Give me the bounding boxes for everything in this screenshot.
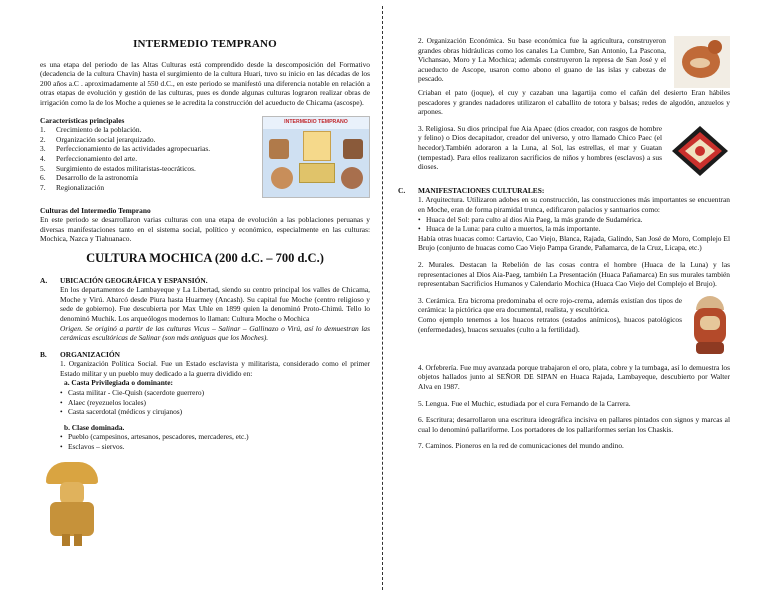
architecture-more: Había otras huacas como: Cartavio, Cao Viejo, Blanca, Rajada, Galindo, San José de Moro, Complejo El Brujo (conjunto de huacas como Cao Viejo Pampa Grande, Pañamarca, de la Cruz, Licapa, etc.) bbox=[418, 233, 730, 253]
section-a-title: UBICACIÓN GEOGRÁFICA Y ESPANSIÓN. bbox=[60, 275, 208, 285]
list-item: • Alaec (reyezuelos locales) bbox=[70, 398, 370, 408]
list-item: • Casta sacerdotal (médicos y cirujanos) bbox=[70, 407, 370, 417]
feature-item bbox=[40, 183, 254, 193]
feature-text: Perfeccionamiento de las actividades agropecuarias. bbox=[56, 144, 211, 154]
map-image-title: INTERMEDIO TEMPRANO bbox=[284, 118, 348, 125]
roads-text: 7. Caminos. Pioneros en la red de comunicaciones del mundo andino. bbox=[418, 441, 624, 451]
feature-text: Surgimiento de estados militaristas-teocráticos. bbox=[56, 163, 196, 173]
list-item: • Huaca de la Luna: para culto a muertos, la más importante. bbox=[428, 224, 730, 234]
org-political-text: 1. Organización Política Social. Fue un Estado esclavista y militarista, considerado como el primer Estado militar y un pueblo muy dedicado a la guerra dividido en: bbox=[60, 359, 370, 378]
section-c-header bbox=[398, 186, 730, 196]
architecture-text: 1. Arquitectura. Utilizaron adobes en su construcción, las construcciones más importantes se encuentran en Moche, eran de forma piramidal trunca, edificaron palacios y santuarios como: bbox=[418, 195, 730, 214]
feature-number: 7. bbox=[40, 182, 46, 192]
list-item: • Huaca del Sol: para culto al dios Aia Paeg, la más grande de Sudamérica. bbox=[428, 215, 730, 225]
feature-text: Crecimiento de la población. bbox=[56, 125, 142, 135]
section-a-origin: Origen. Se originó a partir de las culturas Vicus – Salinar – Gallinazo o Virú, así lo demuestran las cerámicas escultóricas de Salinar (son más antiguas que los Moches). bbox=[60, 323, 370, 343]
feature-number: 3. bbox=[40, 144, 46, 154]
organization-block bbox=[40, 359, 370, 451]
mochica-title: CULTURA MOCHICA (200 d.C. – 700 d.C.) bbox=[86, 250, 324, 265]
feature-number: 5. bbox=[40, 163, 46, 173]
section-a-text: En los departamentos de Lambayeque y La Libertad, siendo su centro principal los valles de Chicama, Moche y Virú. Abarcó desde Piura hasta Huarmey (Ancash). Su capital fue Moche (centro religioso y sede de gobierno). Fue descubierta por Max Uhle en 1899 quien la denominó Proto-Chimú. Tello lo denominó Muchik. Los arqueólogos modernos lo llaman: Cultura Moche o Mochica bbox=[60, 285, 370, 323]
murals-text: 2. Murales. Destacan la Rebelión de las cosas contra el hombre (Huaca de la Luna) y las representaciones al Dios Aia-Paeg, también La Presentación (Huaca Pañamarca) En sus murales también representaban Sacrificios Humanos y Calendario Mochica (Huaca Cao Viejo del Complejo el Brujo). bbox=[418, 259, 730, 289]
list-item: • Casta militar - Cie-Quish (sacerdote guerrero) bbox=[70, 388, 370, 398]
duck-ceramic-image bbox=[674, 36, 730, 88]
intro-paragraph: es una etapa del periodo de las Altas Culturas está comprendido desde la descomposición del Formativo (decadencia de la cultura Chavín) hasta el surgimiento de la cultura Huari, tuvo su inicio en las décadas de los 200 años a.C . aproximadamente al 550 d.C., en este periodo se manifestó una diferencia notable en relación a otras etapas de evolución y gestión de las culturas, pues es donde algunas culturas lograron realizar obras de irrigación como la de los Moche a quienes se le acredita la construcción del acueducto de Chicama (ascospe). bbox=[40, 59, 370, 107]
section-a-header bbox=[40, 276, 370, 286]
ceramics-text: 3. Cerámica. Era bicroma predominaba el ocre rojo-crema, además existían dos tipos de cerámica: la pictórica que era documental, realista, y escultórica. bbox=[418, 295, 682, 315]
huaco-retrato-image bbox=[690, 296, 730, 356]
feature-text: Organización social jerarquizado. bbox=[56, 134, 156, 144]
column-divider bbox=[382, 6, 383, 590]
list-item: • Pueblo (campesinos, artesanos, pescadores, mercaderes, etc.) bbox=[70, 432, 370, 442]
section-b-label: B. bbox=[40, 349, 47, 359]
ceramics-row bbox=[398, 296, 730, 356]
economy-row bbox=[398, 36, 730, 88]
organization-row bbox=[40, 359, 370, 451]
features-block bbox=[40, 116, 254, 198]
economy-text-2: Criaban el pato (joque), el cuy y cazaban una lagartija como el cañán del desierto Eran hábiles pescadores y grandes nadadores utilizaron el caballito de totora y balsas; redes de algodón, anzuelos y arpones. bbox=[418, 88, 730, 117]
feature-number: 4. bbox=[40, 153, 46, 163]
feature-item bbox=[40, 173, 254, 183]
goldsmith-text: 4. Orfebrería. Fue muy avanzada porque trabajaron el oro, plata, cobre y la tumbaga, así lo demuestra los objetos hallados junto al SEÑOR DE SIPAN en Huaca Rajada, Lambayeque, descubierto por Walter Alva en 1987. bbox=[418, 362, 730, 391]
section-c-title: MANIFESTACIONES CULTURALES: bbox=[418, 185, 545, 195]
intermedio-temprano-map-image bbox=[262, 116, 370, 198]
org-a-list bbox=[40, 388, 370, 417]
feature-number: 1. bbox=[40, 125, 46, 135]
cultures-title: Culturas del Intermedio Temprano bbox=[40, 205, 151, 215]
features-list bbox=[40, 125, 254, 192]
feature-item bbox=[40, 144, 254, 154]
left-column bbox=[40, 36, 370, 452]
feature-number: 2. bbox=[40, 134, 46, 144]
list-item: • Esclavos – siervos. bbox=[70, 442, 370, 452]
feature-item bbox=[40, 125, 254, 135]
section-b-title: ORGANIZACIÓN bbox=[60, 349, 120, 359]
mochica-warrior-image bbox=[40, 462, 104, 546]
aia-paec-image bbox=[670, 124, 730, 178]
religion-text: 3. Religiosa. Su dios principal fue Aia Apaec (dios creador, con rasgos de hombre y felino) o Dios decapitador, creador del universo, y otro llamado Chico Paec (el hecedor).También adoraron a la Luna, al Sol, las estrellas, el mar y Guatan (tempestad). Para ellos realizaron sacrificios de niños y hombres (esclavos) a sus dioses. bbox=[418, 123, 662, 172]
language-text: 5. Lengua. Fue el Muchic, estudiada por el cura Fernando de la Carrera. bbox=[418, 398, 631, 408]
org-b-list bbox=[40, 432, 370, 451]
feature-item bbox=[40, 154, 254, 164]
page-title: INTERMEDIO TEMPRANO bbox=[133, 38, 277, 50]
right-column bbox=[398, 36, 730, 451]
feature-text: Desarrollo de la astronomía bbox=[56, 173, 138, 183]
ceramics-block bbox=[398, 296, 682, 356]
cultures-text: En este periodo se desarrollaron varias culturas con una etapa de evolución a las poblaciones peruanas y diversas manifestaciones tanto en el sistema social, político y económico, especialmente en las culturas: Mochica, Nazca y Tiahuanaco. bbox=[40, 215, 370, 244]
writing-text: 6. Escritura; desarrollaron una escritura ideográfica incisiva en pallares pintados con signos y marcas al cual lo denominó pallariforme. Los portadores de los pallariformes serían los Chaskis. bbox=[418, 415, 730, 434]
feature-item bbox=[40, 135, 254, 145]
section-a-label: A. bbox=[40, 275, 48, 285]
feature-text: Perfeccionamiento del arte. bbox=[56, 153, 138, 163]
ceramics-text-2: Como ejemplo tenemos a los huacos retratos (estados anímicos), huacos patológicos (enfermedades), huacos sexuales (culto a la fertilidad). bbox=[418, 314, 682, 334]
economy-text: 2. Organización Económica. Su base económica fue la agricultura, construyeron grandes obras hidráulicas como los canales La Cumbre, San Antonio, La Pascona, Vichansao, Moro y La Mochica; además construyeron la represa de San José y el acueducto de Ascope, usaron como abono el guano de las islas y cabezas de pescado. bbox=[418, 36, 666, 84]
religion-row bbox=[398, 124, 730, 178]
section-c-label: C. bbox=[398, 185, 406, 195]
feature-item bbox=[40, 164, 254, 174]
feature-text: Regionalización bbox=[56, 182, 105, 192]
section-b-header bbox=[40, 350, 370, 360]
feature-number: 6. bbox=[40, 173, 46, 183]
architecture-list bbox=[398, 215, 730, 234]
org-a-title: a. Casta Privilegiada o dominante: bbox=[64, 378, 174, 388]
features-title: Características principales bbox=[40, 115, 125, 125]
features-row bbox=[40, 116, 370, 198]
org-b-title: b. Clase dominada. bbox=[64, 422, 125, 432]
